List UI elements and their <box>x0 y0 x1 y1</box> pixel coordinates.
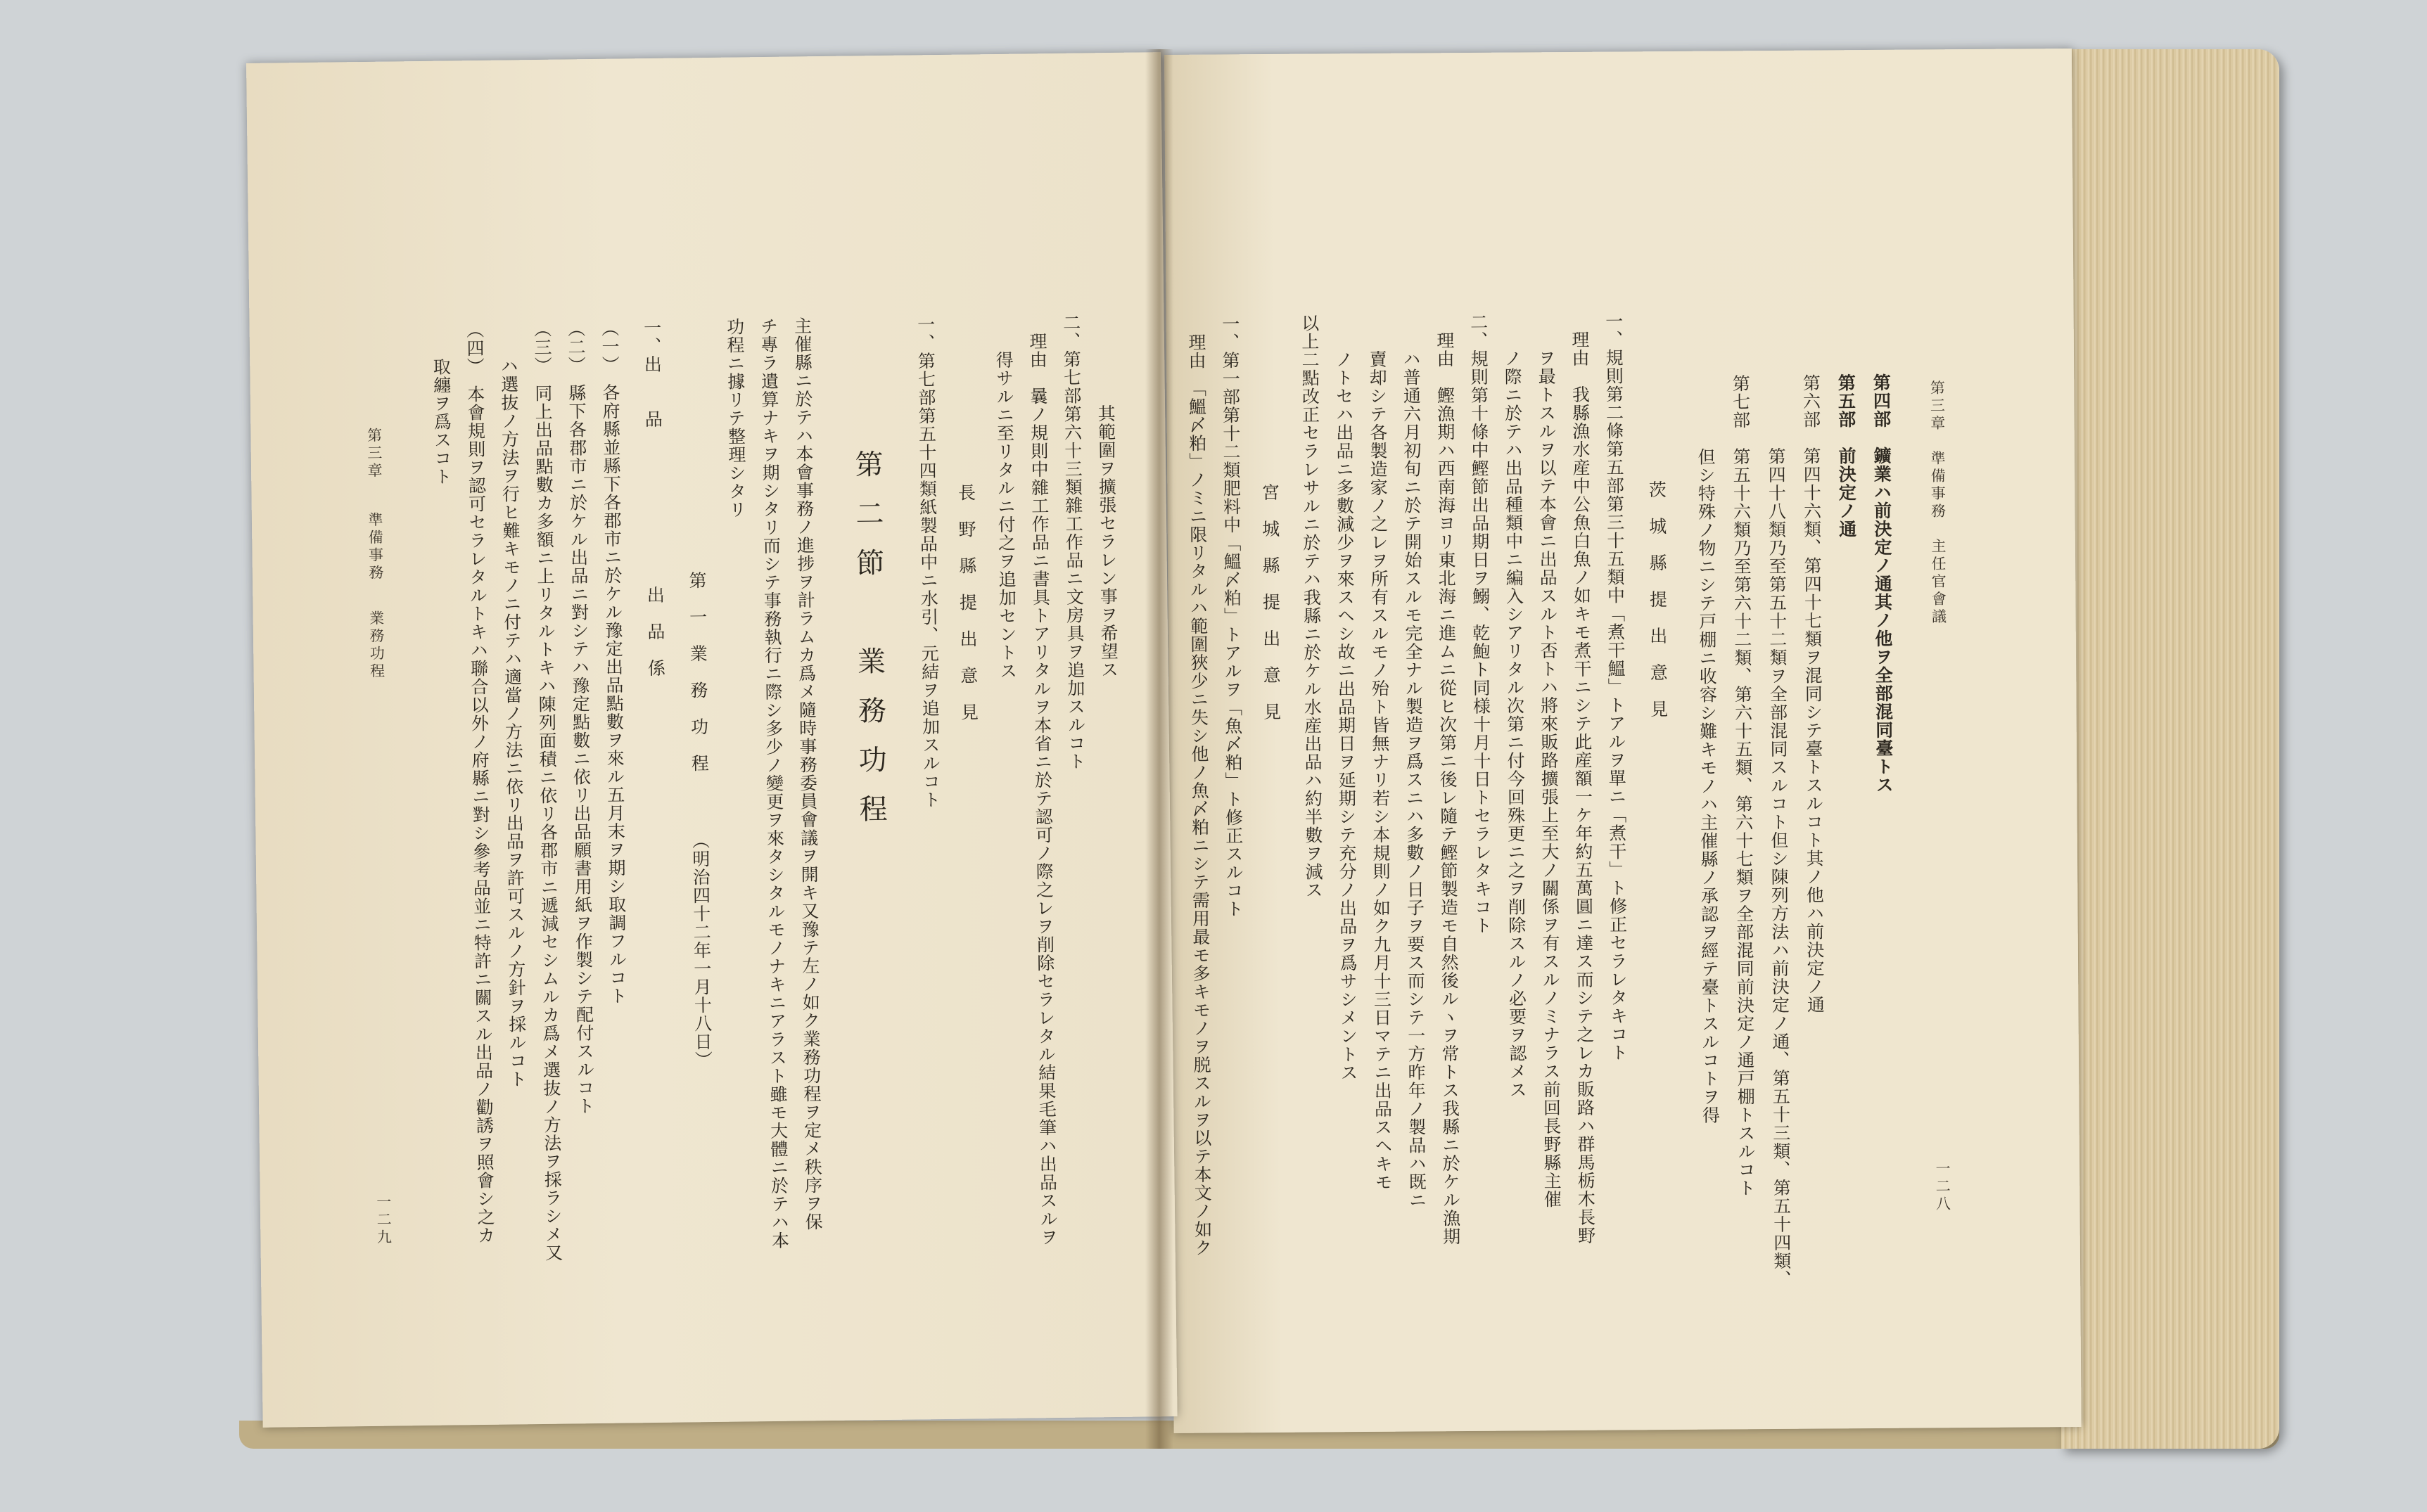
text-line: 第四部 鑛業ハ前決定ノ通其ノ他ヲ全部混同臺トス <box>1871 373 1894 794</box>
text-line: 以上二點改正セラレサルニ於テハ我縣ニ於ケル水産出品ハ約半數ヲ減ス <box>1299 314 1324 899</box>
heading-miyagi: 宮 城 縣 提 出 意 見 <box>1259 482 1282 722</box>
text-line: ヲ最トスルヲ以テ本會ニ出品スルト否トハ將來販路擴張上至大ノ關係ヲ有スルノミナラス前回長野縣主催 <box>1535 312 1562 1209</box>
text-line: 賣却シテ各製造家ノ之レヲ所有スルモノ殆ト皆無ナリ若シ本規則ノ如ク九月十三日マテニ出品スヘキモ <box>1366 313 1394 1191</box>
heading-nagano: 長 野 縣 提 出 意 見 <box>955 483 979 722</box>
text-line: ハ選抜ノ方法ヲ行ヒ難キモノニ付テハ適當ノ方法ニ依リ出品ヲ許可スルノ方針ヲ採ルコト <box>497 320 528 1089</box>
text-line: （四） 本會規則ヲ認可セラレタルトキハ聯合以外ノ府縣ニ對シ參考品並ニ特許ニ關スル出品ノ勸誘ヲ照會シ之カ <box>464 320 496 1245</box>
text-line: （一） 各府縣並縣下各郡市ニ於ケル豫定出品點數ヲ來ル五月末ヲ期シ取調フルコト <box>599 319 628 1006</box>
text-line: 二、第七部第六十三類雜工作品ニ文房具ヲ追加スルコト <box>1060 313 1087 771</box>
text-line: 第六部 第四十六類、第四十七類ヲ混同シテ臺トスルコト其ノ他ハ前決定ノ通 <box>1800 373 1826 1014</box>
text-line: ノトセハ出品ニ多數減少ヲ來スヘシ故ニ出品期日ヲ延期シテ充分ノ出品ヲ爲サシメントス <box>1332 314 1359 1082</box>
text-line: 一、規則第二條第五部第三十五類中「煮干鰮」トアルヲ單ニ「煮干」ト修正セラレタキコト <box>1603 312 1629 1062</box>
text-line: ノ際ニ於テハ出品種類中ニ編入シアリタル次第ニ付今回殊更ニ之ヲ削除スルノ必要ヲ認メス <box>1501 312 1528 1099</box>
left-page <box>246 52 1178 1428</box>
running-head: 第三章 準備事務 主任官會議 <box>1928 380 1947 627</box>
text-line: 第五部 前決定ノ通 <box>1835 373 1857 539</box>
sub-heading: 出 品 係 <box>644 585 666 678</box>
text-line: 主催縣ニ於テハ本會事務ノ進捗ヲ計ラムカ爲メ隨時事務委員會議ヲ開キ又豫テ左ノ如ク業務功程ヲ定メ秩序ヲ保 <box>791 316 824 1231</box>
running-head-chapter: 第三章 <box>365 427 383 480</box>
page-number: 一二九 <box>374 1193 393 1247</box>
running-head-section: 準備事務 <box>366 511 385 582</box>
text-line: 但シ特殊ノ物ニシテ戸棚ニ收容シ難キモノハ主催縣ノ承認ヲ經テ臺トスルコトヲ得 <box>1695 374 1721 1125</box>
text-line: 一、出 品 <box>641 318 663 429</box>
section-title: 第二節 業務功程 <box>850 449 888 844</box>
text-line: 一、第七部第五十四類紙製品中ニ水引、元結ヲ追加スルコト <box>915 315 942 809</box>
text-line: 二、規則第十條中鰹節出品期日ヲ鰯、乾鮑ト同様十月十日トセラレタキコト <box>1467 312 1493 935</box>
text-line: 一、第一部第十二類肥料中「鰮〆粕」トアルヲ「魚〆粕」ト修正スルコト <box>1219 314 1244 918</box>
date-note: （明治四十二年一月十八日） <box>689 831 713 1070</box>
text-line: 理由 我縣漁水産中公魚白魚ノ如キモ煮干ニシテ此産額一ケ年約五萬圓ニ達ス而シテ之レカ販路ハ群馬栃木長野 <box>1569 312 1596 1245</box>
running-head-subsection: 業務功程 <box>367 610 386 681</box>
text-line: 其範圍ヲ擴張セラレン事ヲ希望ス <box>1095 404 1119 679</box>
book-gutter <box>1145 49 1173 1449</box>
text-line: 理由 曩ノ規則中雜工作品ニ書具トアリタルヲ本省ニ於テ認可ノ際之レヲ削除セラレタル結果毛筆ハ出品スルヲ <box>1026 314 1059 1247</box>
text-line: ハ普通六月初旬ニ於テ開始スルモ完全ナル製造ヲ爲スニハ多數ノ日子ヲ要ス而シテ一方昨年ノ製品ハ既ニ <box>1400 313 1427 1210</box>
page-number: 一二八 <box>1934 1160 1951 1214</box>
text-line: 理由 鰹漁期ハ西南海ヨリ東北海ニ進ムニ從ヒ次第ニ後レ隨テ鰹節製造モ自然後ルヽヲ常トス我縣ニ於ケル漁期 <box>1434 313 1461 1246</box>
right-page <box>1164 49 2082 1433</box>
page-block-edge <box>2061 49 2279 1449</box>
heading-ibaraki: 茨 城 縣 提 出 意 見 <box>1646 480 1669 719</box>
sub-heading: 第 一 業 務 功 程 <box>686 571 710 773</box>
text-line: 功程ニ據リテ整理シタリ <box>724 317 747 519</box>
text-line: 理由 「鰮〆粕」ノミニ限リタルハ範圍狹少ニ失シ他ノ魚〆粕ニシテ需用最モ多キモノヲ脱スルヲ以テ本文ノ如ク <box>1185 314 1213 1257</box>
text-line: チ專ラ遺算ナキヲ期シタリ而シテ事務執行ニ際シ多少ノ變更ヲ來タシタルモノナキニアラスト雖モ大體ニ於テハ本 <box>758 316 790 1250</box>
text-line: 得サルニ至リタルニ付之ヲ追加セントス <box>993 314 1018 681</box>
text-line: （二） 縣下各郡市ニ於ケル出品ニ對シテハ豫定點數ニ依リ出品願書用紙ヲ作製シテ配付スルコト <box>565 319 596 1115</box>
text-line: （三） 同上出品點數カ多額ニ上リタルトキハ陳列面積ニ依リ各郡市ニ遞減セシムルカ爲メ選抜ノ方法ヲ採ラシメ又 <box>531 319 563 1262</box>
text-line: 第四十八類乃至第五十二類ヲ全部混同スルコト但シ陳列方法ハ前決定ノ通、第五十三類、第五十四類、 <box>1765 373 1792 1289</box>
text-line: 取纏ヲ爲スコト <box>430 321 453 486</box>
text-line: 第七部 第五十六類乃至第六十二類、第六十五類、第六十七類ヲ全部混同前決定ノ通戸棚トスルコト <box>1730 374 1757 1198</box>
